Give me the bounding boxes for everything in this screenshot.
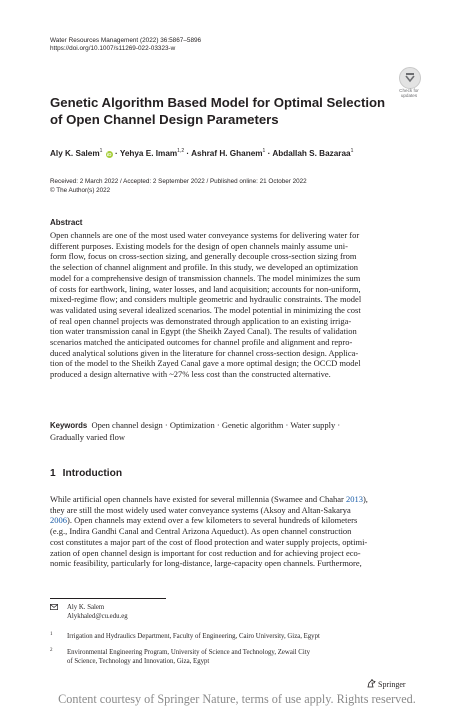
abstract-line: of real open channel projects was demonstrated through application to an existing irriga- — [50, 315, 352, 326]
citation-link[interactable]: 2006 — [50, 515, 67, 526]
springer-horse-icon — [367, 679, 376, 688]
abstract-line: model for a comprehensive design of transmission channels. The model minimizes the sum — [50, 272, 361, 283]
author-name[interactable]: Ashraf H. Ghanem — [191, 149, 263, 158]
abstract-heading: Abstract — [50, 218, 83, 227]
abstract-line: form flow, focus on cross-section sizing, and generally decouple cross-section sizing from — [50, 251, 357, 262]
contact-name: Aly K. Salem — [67, 604, 105, 611]
section-title: Introduction — [62, 468, 123, 479]
keywords-label: Keywords — [50, 421, 88, 430]
journal-header — [50, 37, 201, 54]
article-title: Genetic Algorithm Based Model for Optimal Selection of Open Channel Design Parameters — [50, 95, 386, 127]
author-affiliation: 1 — [99, 148, 103, 154]
author-list: Aly K. Salem$^1$ iD · Yehya E. Imam$^{1,2}$ · Ashraf H. Ghanem$^1$ · Abdallah S. Bazaraa$^1$ — [50, 148, 354, 158]
keywords-list: Open channel design · Optimization · Genetic algorithm · Water supply · — [91, 420, 341, 430]
author-name[interactable]: Yehya E. Imam — [119, 149, 178, 158]
check-updates-icon — [399, 67, 421, 89]
publication-dates: Received: 2 March 2022 / Accepted: 2 September 2022 / Published online: 21 October 2022 © The Author(s) 2022 — [50, 178, 307, 194]
author-name[interactable]: Abdallah S. Bazaraa — [272, 149, 351, 158]
section-heading — [50, 468, 122, 479]
abstract-line: duced analytical solutions given in the literature for channel cross-section design. Applica- — [50, 347, 359, 358]
author-name[interactable]: Aly K. Salem — [50, 149, 100, 158]
abstract-line: scenarios matched the anticipated outcomes for channel profile and alignment and repro- — [50, 337, 353, 348]
envelope-icon — [50, 604, 58, 610]
keywords — [50, 420, 426, 442]
publisher-logo — [367, 679, 406, 689]
section-number: 1 — [50, 468, 56, 479]
keywords-list: Gradually varied flow — [50, 431, 126, 442]
orcid-icon[interactable]: iD — [106, 152, 112, 157]
publisher-name: Springer — [378, 680, 406, 689]
abstract-line: was validated using several idealized scenarios. The model potential in minimizing the cost — [50, 304, 361, 315]
footnote-divider — [50, 598, 166, 599]
abstract-line: of costs for earthwork, lining, water losses, and land acquisition; accounts for non-uniform, — [50, 283, 361, 294]
contact-email[interactable]: Alykhaled@cu.edu.eg — [67, 613, 128, 620]
abstract-line: the selection of channel alignment and profile. In this study, we developed an optimization — [50, 262, 358, 273]
abstract-body — [50, 230, 426, 380]
abstract-line: Open channels are one of the most used water conveyance systems for delivering water for — [50, 230, 360, 240]
citation-link[interactable]: 2013 — [345, 494, 363, 504]
badge-line2: updates — [400, 93, 418, 99]
abstract-line: produced a design alternative with ~27% less cost than the constructed alternative. — [50, 369, 331, 380]
author-affiliation: 1 — [262, 148, 266, 154]
abstract-line: tion water transmission canal in Egypt (the Sheikh Zayed Canal). The results of validation — [50, 326, 357, 337]
badge-line1: Check for — [399, 88, 419, 93]
abstract-line: different purposes. Existing models for the design of open channels mainly assume uni- — [50, 240, 348, 251]
author-affiliation: 1,2 — [177, 148, 185, 154]
author-affiliation: 1 — [350, 148, 354, 154]
courtesy-watermark: Content courtesy of Springer Nature, terms of use apply. Rights reserved. — [58, 692, 416, 706]
check-for-updates-badge[interactable] — [391, 67, 425, 101]
intro-body: While artificial open channels have existed for several millennia (Swamee and Chahar 2013), they are still the most widely used water conveyance systems (Aksoy and Altan-Sakarya 2006). Open channels may extend over a few kilometers to several hundreds of kilometers (e.g., Indira Gandhi Canal and Central Arizona Aqueduct). As open channel construction cost constitutes a major part of the cost of flood protection and water supply projects, optimi- zation of open channel design is important for cost reduction and for achieving project eco- nomic feasibility, particularly for long-distance, large-capacity open channels. Furthermore, — [50, 494, 368, 569]
abstract-line: tion of the model to the Sheikh Zayed Canal gave a more optimal design; the OCCD model — [50, 358, 361, 369]
journal-citation: Water Resources Management (2022) 36:5867–5896 — [50, 37, 202, 44]
doi-link[interactable]: https://doi.org/10.1007/s11269-022-03323-w — [50, 45, 176, 53]
copyright: © The Author(s) 2022 — [50, 187, 111, 194]
abstract-line: mixed-regime flow; and considers multiple geometric and hydraulic constraints. The model — [50, 294, 362, 305]
